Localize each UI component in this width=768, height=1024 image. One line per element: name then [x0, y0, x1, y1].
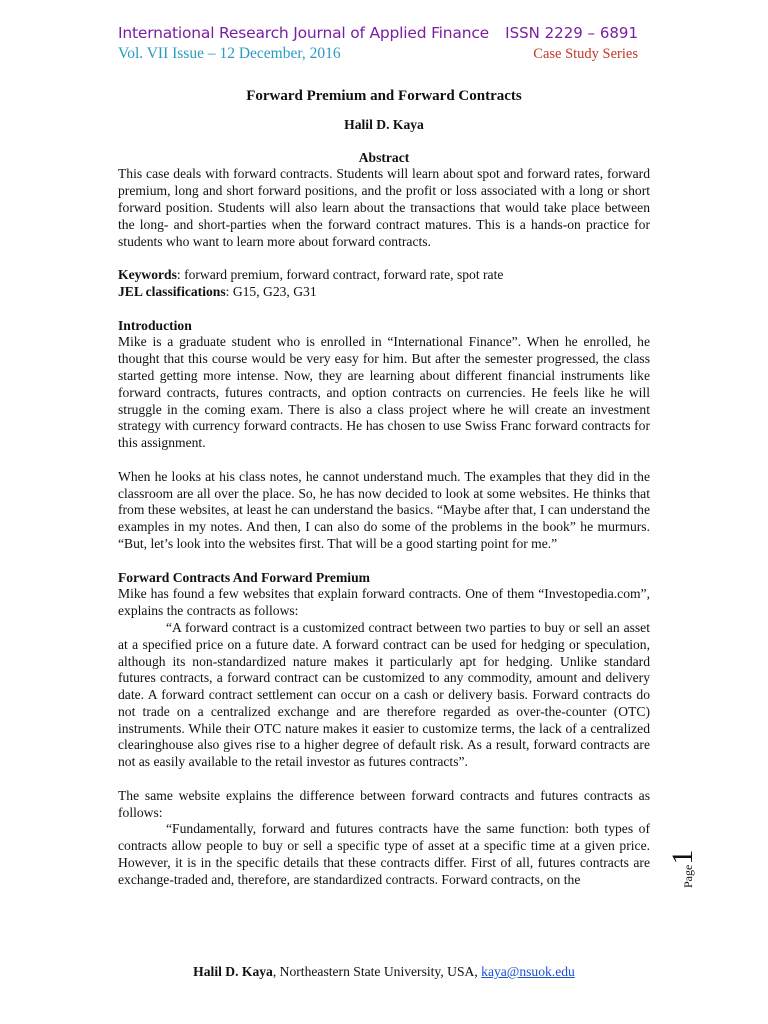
keywords-label: Keywords	[118, 267, 177, 283]
author-email-link[interactable]: kaya@nsuok.edu	[481, 964, 575, 979]
section2-paragraph-2: The same website explains the difference between forward contracts and futures contracts as follows:	[118, 787, 650, 820]
abstract-heading: Abstract	[358, 149, 410, 165]
page-number-value: 1	[666, 849, 699, 865]
page-number	[666, 828, 706, 888]
intro-paragraph-1: Mike is a graduate student who is enrolled in “International Finance”. When he enrolled, he thought that this course would be very easy for him. But after the semester progressed, the class started getting more intense. Now, they are learning about different financial instruments like forward contracts, futures contracts, and option contracts on currencies. He feels like he will struggle in the coming exam. There is also a class project where he will create an investment strategy with currency forward contracts. He has chosen to use Swiss Franc forward contracts for this assignment.	[118, 334, 650, 451]
section2-paragraph-1: Mike has found a few websites that explain forward contracts. One of them “Investopedia.com”, explains the contracts as follows:	[118, 586, 650, 619]
paper-title: Forward Premium and Forward Contracts	[246, 88, 522, 104]
header-row-1	[118, 24, 638, 42]
jel-value: : G15, G23, G31	[225, 283, 317, 299]
section-heading-forward-contracts: Forward Contracts And Forward Premium	[118, 569, 370, 585]
issn: ISSN 2229 – 6891	[505, 24, 638, 42]
page-footer	[0, 964, 768, 980]
keywords-line	[118, 267, 650, 284]
section2-quote-1: “A forward contract is a customized contract between two parties to buy or sell an asset at a specified price on a future date. A forward contract can be used for hedging or speculation, although its non-standardized nature makes it particularly apt for hedging. Unlike standard futures contracts, a forward contract can be customized to any commodity, amount and delivery date. A forward contract settlement can occur on a cash or delivery basis. Forward contracts do not trade on a centralized exchange and are therefore regarded as over-the-counter (OTC) instruments. While their OTC nature makes it easier to customize terms, the lack of a centralized clearinghouse also gives rise to a higher degree of default risk. As a result, forward contracts are not as easily available to the retail investor as futures contracts”.	[118, 619, 650, 770]
jel-line	[118, 284, 650, 301]
volume-issue: Vol. VII Issue – 12 December, 2016	[118, 45, 341, 62]
introduction-heading: Introduction	[118, 317, 192, 333]
page-label: Page	[681, 864, 695, 888]
keywords-value: : forward premium, forward contract, forward rate, spot rate	[176, 267, 504, 283]
journal-header	[118, 24, 638, 63]
header-row-2	[118, 42, 638, 63]
footer-author: Halil D. Kaya	[193, 964, 273, 979]
paper-body	[118, 88, 650, 889]
series-name: Case Study Series	[533, 46, 638, 62]
footer-affiliation: , Northeastern State University, USA,	[272, 964, 482, 979]
abstract-text: This case deals with forward contracts. Students will learn about spot and forward rates, forward premium, long and short forward positions, and the profit or loss associated with a long or short forward position. Students will also learn about the transactions that would take place between the long- and short-parties when the forward contract matures. This is a hands-on practice for students who want to learn more about forward contracts.	[118, 166, 650, 249]
intro-paragraph-2: When he looks at his class notes, he cannot understand much. The examples that they did in the classroom are all over the place. So, he has now decided to look at some websites. He thinks that from these websites, at least he can understand the basics. “Maybe after that, I can understand the examples in my notes. And then, I can also do some of the problems in the book” he murmurs. “But, let’s look into the websites first. That will be a good starting point for me.”	[118, 468, 650, 551]
section2-quote-2: “Fundamentally, forward and futures contracts have the same function: both types of contracts allow people to buy or sell a specific type of asset at a specific time at a given price. However, it is in the specific details that these contracts differ. First of all, futures contracts are exchange-traded and, therefore, are standardized contracts. Forward contracts, on the	[118, 821, 650, 887]
paper-author: Halil D. Kaya	[344, 116, 424, 132]
journal-name: International Research Journal of Applied Finance	[118, 24, 489, 42]
jel-label: JEL classifications	[118, 283, 226, 299]
